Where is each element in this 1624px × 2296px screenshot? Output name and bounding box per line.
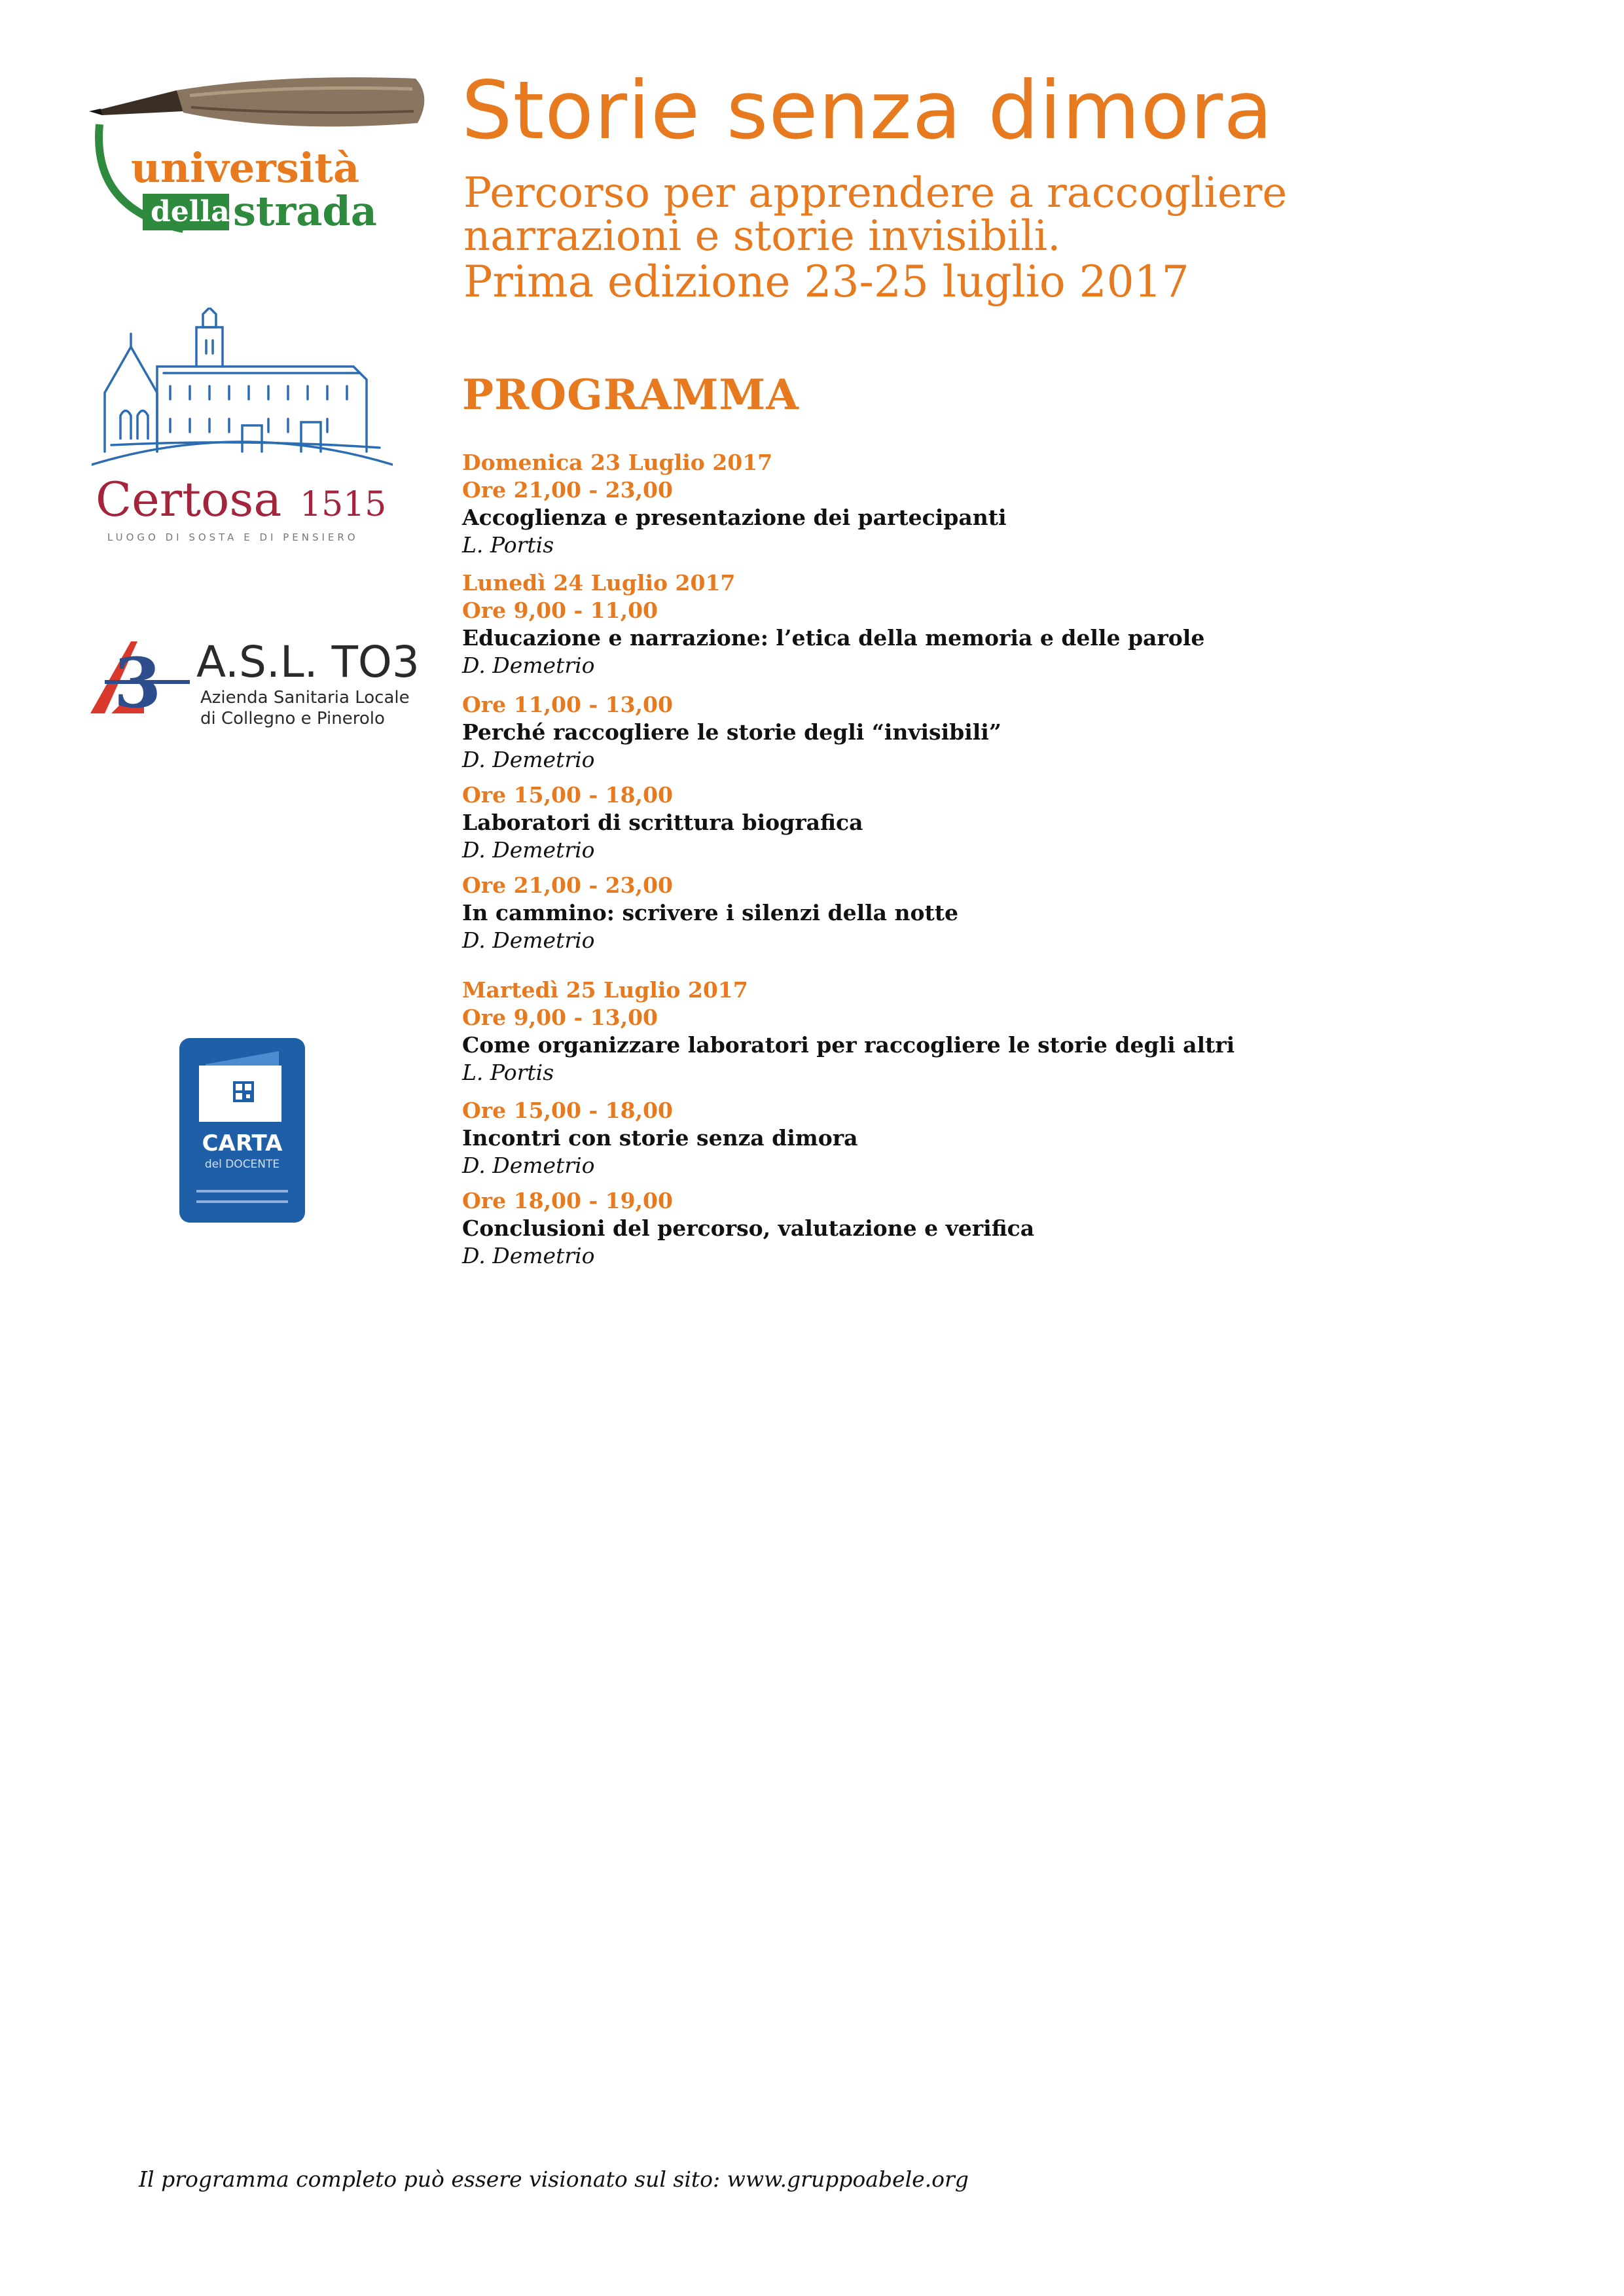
day-3-date: Martedì 25 Luglio 2017	[462, 977, 748, 1003]
asl-line2: di Collegno e Pinerolo	[200, 709, 385, 728]
day-1-slot-1-time: Ore 21,00 - 23,00	[462, 477, 673, 503]
day-3-slot-1-time: Ore 9,00 - 13,00	[462, 1005, 658, 1030]
day-1-date: Domenica 23 Luglio 2017	[462, 450, 773, 475]
day-1-slot-1-activity: Accoglienza e presentazione dei partecipanti	[462, 505, 1007, 530]
day-2-date: Lunedì 24 Luglio 2017	[462, 570, 736, 596]
universita-della-strada-logo	[85, 65, 439, 255]
day-3-slot-3-time: Ore 18,00 - 19,00	[462, 1188, 673, 1213]
day-3-slot-2-time: Ore 15,00 - 18,00	[462, 1098, 673, 1123]
day-2-slot-4-speaker: D. Demetrio	[462, 927, 595, 953]
qr-code-icon	[233, 1081, 254, 1102]
asl-to3-logo	[85, 628, 425, 733]
day-1-slot-1-speaker: L. Portis	[462, 532, 554, 558]
carta-del-docente-logo	[179, 1038, 305, 1223]
day-2-slot-1-speaker: D. Demetrio	[462, 653, 595, 678]
section-title: PROGRAMMA	[462, 370, 799, 420]
page-title: Storie senza dimora	[461, 64, 1274, 157]
day-2-slot-4-activity: In cammino: scrivere i silenzi della notte	[462, 900, 959, 925]
day-3-slot-2-activity: Incontri con storie senza dimora	[462, 1125, 858, 1151]
carta-line1: CARTA	[202, 1130, 283, 1157]
subtitle-line-2: narrazioni e storie invisibili.	[463, 212, 1061, 260]
day-2-slot-2-time: Ore 11,00 - 13,00	[462, 692, 673, 717]
day-2-slot-3-speaker: D. Demetrio	[462, 837, 595, 863]
edition-line: Prima edizione 23-25 luglio 2017	[463, 257, 1189, 307]
day-2-slot-2-speaker: D. Demetrio	[462, 747, 595, 772]
day-2-slot-2-activity: Perché raccogliere le storie degli “invisibili”	[462, 719, 1001, 745]
universita-text: università	[131, 144, 360, 192]
day-3-slot-1-speaker: L. Portis	[462, 1060, 554, 1085]
strada-text: strada	[233, 187, 377, 235]
svg-text:3: 3	[114, 643, 162, 723]
day-3-slot-2-speaker: D. Demetrio	[462, 1153, 595, 1178]
day-2-slot-4-time: Ore 21,00 - 23,00	[462, 872, 673, 898]
carta-line2: del DOCENTE	[204, 1158, 280, 1171]
footer-note: Il programma completo può essere visionato sul sito: www.gruppoabele.org	[139, 2166, 969, 2192]
day-2-slot-3-activity: Laboratori di scrittura biografica	[462, 810, 863, 835]
day-2-slot-3-time: Ore 15,00 - 18,00	[462, 782, 673, 808]
day-3-slot-3-speaker: D. Demetrio	[462, 1243, 595, 1268]
day-2-slot-1-activity: Educazione e narrazione: l’etica della memoria e delle parole	[462, 625, 1205, 651]
day-2-slot-1-time: Ore 9,00 - 11,00	[462, 598, 658, 623]
della-text: della	[151, 195, 230, 228]
certosa-1515-logo	[92, 308, 393, 556]
subtitle-line-1: Percorso per apprendere a raccogliere	[463, 169, 1288, 217]
asl-title: A.S.L. TO3	[196, 637, 420, 687]
certosa-name: Certosa	[96, 472, 282, 527]
day-3-slot-3-activity: Conclusioni del percorso, valutazione e verifica	[462, 1215, 1035, 1241]
page-subtitle	[463, 171, 1445, 258]
asl-line1: Azienda Sanitaria Locale	[200, 688, 410, 708]
certosa-tagline: LUOGO DI SOSTA E DI PENSIERO	[107, 531, 359, 543]
day-3-slot-1-activity: Come organizzare laboratori per raccogliere le storie degli altri	[462, 1032, 1235, 1058]
certosa-number: 1515	[300, 485, 387, 524]
